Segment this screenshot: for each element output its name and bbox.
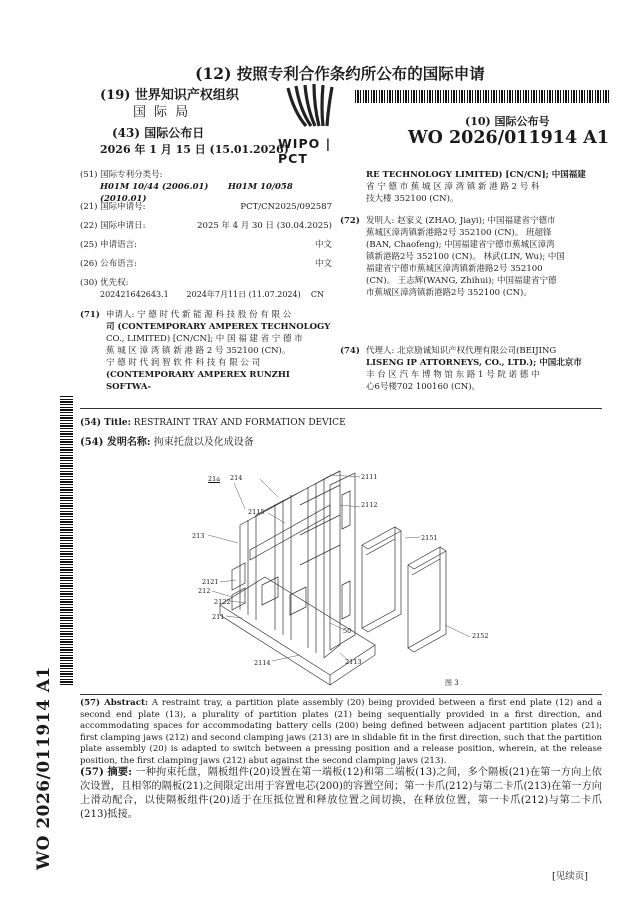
- fig-label: 214: [230, 474, 243, 482]
- side-publication-number: WO 2026/011914 A1: [34, 666, 54, 870]
- applicant-line: CO., LIMITED) [CN/CN]; 中 国 福 建 省 宁 德 市: [106, 334, 303, 344]
- inventor-line: (CN)。 王志辉(WANG, Zhihui); 中国福建省宁德: [366, 276, 557, 286]
- document-heading: (12) 按照专利合作条约所公布的国际申请: [195, 64, 485, 83]
- wipo-logo-text: WIPO | PCT: [278, 136, 332, 166]
- fig-label: 212: [198, 587, 211, 595]
- pub-no-label: (10) 国际公布号: [465, 115, 550, 128]
- language-row: [80, 239, 332, 251]
- ipc-section: [80, 169, 332, 205]
- inventor-line: (BAN, Chaofeng); 中国福建省宁德市蕉城区漳湾: [366, 240, 555, 250]
- applicant-cont-line: RE TECHNOLOGY LIMITED) [CN/CN]; 中国福建: [366, 170, 586, 180]
- applicant-cont-line: 省 宁 德 市 蕉 城 区 漳 湾 镇 新 港 路 2 号 科: [366, 182, 540, 192]
- applicant-cont-line: 技大楼 352100 (CN)。: [366, 194, 459, 204]
- priority-value: 202421642643.1 2024年7月11日 (11.07.2024) CN: [100, 290, 325, 299]
- application-number-row: [80, 201, 332, 213]
- applicant-line: (CONTEMPORARY AMPEREX RUNZHI SOFTWA-: [106, 370, 290, 392]
- fig-label: 2121: [202, 578, 219, 586]
- ipc-label: (51) 国际专利分类号:: [80, 170, 163, 180]
- pub-lang-label: (26) 公布语言:: [80, 259, 138, 269]
- inventor-line: 发明人: 赵家义 (ZHAO, Jiayi); 中国福建省宁德市: [366, 216, 556, 226]
- agent-line: 丰 台 区 汽 车 博 物 馆 东 路 1 号 院 诺 德 中: [366, 370, 540, 380]
- abstract-cn: [80, 765, 602, 822]
- fig-label: 2113: [345, 658, 362, 666]
- fig-label: 21a: [208, 475, 221, 483]
- fig-label: 2151: [421, 534, 438, 542]
- section-divider: [80, 408, 602, 409]
- inventor-line: 市蕉城区漳湾镇新港路2号 352100 (CN)。: [366, 288, 532, 298]
- abstract-divider: [80, 694, 602, 695]
- inventor-line: 蕉城区漳湾镇新港路2号 352100 (CN)。 班超锋: [366, 228, 552, 238]
- ipc-class-1: H01M 10/44 (2006.01): [100, 182, 209, 192]
- pub-lang-value: 中文: [314, 259, 332, 269]
- applicant-line: 宁 德 时 代 润 智 软 件 科 技 有 限 公 司: [106, 358, 261, 368]
- pub-no: WO 2026/011914 A1: [408, 128, 609, 148]
- title-cn-row: [80, 436, 602, 449]
- patent-figure: [190, 465, 520, 690]
- fig-label: 213: [192, 532, 205, 540]
- priority-label: (30) 优先权:: [80, 278, 129, 288]
- app-no-label: (21) 国际申请号:: [80, 202, 146, 212]
- fig-label: 2152: [472, 632, 489, 640]
- filing-date: 2025 年 4 月 30 日 (30.04.2025): [197, 221, 332, 231]
- inventor-section: [340, 215, 602, 299]
- fig-label: 211: [212, 613, 225, 621]
- inventor-line: 福建省宁德市蕉城区漳湾镇新港路2号 352100: [366, 264, 543, 274]
- agent-line: LISENG IP ATTORNEYS, CO., LTD.); 中国北京市: [366, 358, 582, 368]
- title-en-label: (54) Title:: [80, 418, 131, 428]
- figure-caption: 图 3: [445, 679, 459, 687]
- abstract-cn-label: (57) 摘要:: [80, 766, 132, 778]
- applicant-line: 司 (CONTEMPORARY AMPEREX TECHNOLOGY: [106, 322, 331, 332]
- pub-date-label: (43) 国际公布日: [112, 126, 205, 140]
- fig-label: 50: [343, 627, 352, 635]
- fig-label: 2114: [254, 659, 271, 667]
- office-sub: 国 际 局: [133, 105, 191, 120]
- agent-line: 代理人: 北京励诚知识产权代理有限公司(BEIJING: [366, 346, 557, 356]
- fig-label: 2115: [248, 508, 265, 516]
- agent-label: (74): [340, 346, 360, 356]
- filing-date-row: [80, 220, 332, 232]
- abstract-en-label: (57) Abstract:: [80, 698, 149, 708]
- filing-label: (22) 国际申请日:: [80, 221, 146, 231]
- abstract-en: [80, 698, 602, 768]
- priority-section: [80, 277, 332, 301]
- wipo-logo: [270, 82, 360, 166]
- figure-drawing: [190, 465, 520, 690]
- agent-line: 心6号楼702 100160 (CN)。: [366, 382, 481, 392]
- applicant-line: 蕉 城 区 漳 湾 镇 新 港 路 2 号 352100 (CN)。: [106, 346, 291, 356]
- header-barcode: [355, 90, 609, 103]
- ipc-class-2: H01M 10/058 (2010.01): [100, 182, 293, 204]
- inventor-line: 镇新港路2号 352100 (CN)。 林武(LIN, Wu); 中国: [366, 252, 565, 262]
- applicant-line: 申请人: 宁 德 时 代 新 能 源 科 技 股 份 有 限 公: [106, 310, 292, 320]
- fig-label: 2111: [361, 473, 378, 481]
- title-en: RESTRAINT TRAY AND FORMATION DEVICE: [133, 418, 346, 428]
- pub-language-row: [80, 258, 332, 270]
- continuation-note: [见续页]: [552, 871, 588, 882]
- lang-label: (25) 申请语言:: [80, 240, 138, 250]
- agent-section: [340, 345, 602, 393]
- fig-label: 2112: [361, 501, 378, 509]
- lang-value: 中文: [314, 240, 332, 250]
- applicant-continued: [366, 169, 602, 205]
- wipo-globe-icon: [280, 82, 350, 134]
- office-name: (19) 世界知识产权组织: [100, 88, 239, 103]
- app-no: PCT/CN2025/092587: [240, 202, 332, 212]
- pub-date: 2026 年 1 月 15 日 (15.01.2026): [100, 143, 289, 156]
- title-en-row: [80, 417, 602, 430]
- fig-label: 2122: [214, 598, 231, 606]
- applicant-label: (71): [80, 310, 100, 320]
- side-barcode: [60, 395, 73, 685]
- title-cn: 拘束托盘以及化成设备: [153, 437, 254, 448]
- abstract-en-text: A restraint tray, a partition plate assembly (20) being provided between a first end plate (12) and a second end plate (13), a plurality of partition plates (21) being sequentially provided in a first direction, and accommodating spaces for accommodating battery cells (200) being defined between adjacent partition plates (21); first clamping jaws (212) and second clamping jaws (213) are in slidable fit in the first direction, such that the partition plate assembly (20) is adapted to switch between a pressing position and a release position, wherein, at the release position, the first clamping jaws (212) abut against the second clamping jaws (213).: [80, 698, 602, 766]
- applicant-section: [80, 309, 332, 393]
- title-cn-label: (54) 发明名称:: [80, 437, 151, 448]
- inventor-label: (72): [340, 216, 360, 226]
- abstract-cn-text: 一种拘束托盘，隔板组件(20)设置在第一端板(12)和第二端板(13)之间，多个隔板(21)在第一方向上依次设置，且相邻的隔板(21)之间限定出用于容置电芯(200)的容置空间；第一卡爪(212)与第二卡爪(213)在第一方向上滑动配合，以使隔板组件(20)适于在压抵位置和释放位置之间切换，在释放位置，第一卡爪(212)与第二卡爪(213)抵接。: [80, 767, 602, 820]
